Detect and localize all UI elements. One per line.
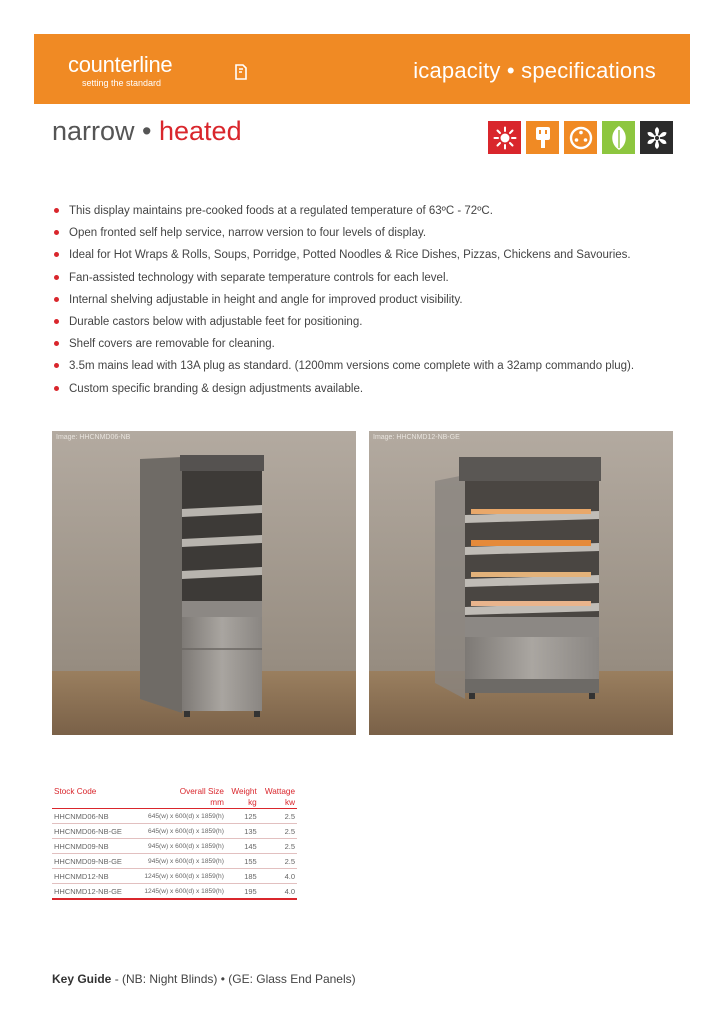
- fan-icon: [640, 121, 673, 154]
- power-plug-icon: [526, 121, 559, 154]
- image-caption: Image: HHCNMD12-NB-GE: [373, 434, 460, 441]
- feature-icons: [488, 121, 673, 154]
- spec-table: [52, 786, 297, 900]
- key-guide-label: Key Guide: [52, 972, 112, 986]
- list-item: 3.5m mains lead with 13A plug as standard. (1200mm versions come complete with a 32amp commando plug).: [54, 355, 694, 377]
- list-item: Fan-assisted technology with separate temperature controls for each level.: [54, 267, 694, 289]
- page-title: [52, 116, 242, 147]
- list-item: Open fronted self help service, narrow version to four levels of display.: [54, 222, 694, 244]
- brand-logo[interactable]: [68, 54, 172, 88]
- column-header: Wattage: [264, 787, 295, 796]
- stock-code: HHCNMD09-NB-GE: [52, 854, 132, 869]
- weight: 185: [226, 869, 259, 884]
- unit-label: kg: [226, 797, 259, 809]
- weight: 135: [226, 824, 259, 839]
- brand-name: counterline: [68, 52, 173, 77]
- overall-size: 945(w) x 600(d) x 1859(h): [132, 839, 225, 854]
- key-guide-text: - (NB: Night Blinds) • (GE: Glass End Panels): [111, 972, 356, 986]
- stock-code: HHCNMD06-NB: [52, 809, 132, 824]
- product-illustration-narrow: [52, 431, 356, 735]
- wattage: 4.0: [259, 869, 297, 884]
- overall-size: 1245(w) x 600(d) x 1859(h): [132, 869, 225, 884]
- table-row: [52, 869, 297, 884]
- product-photo-narrow: [52, 431, 356, 735]
- stock-code: HHCNMD09-NB: [52, 839, 132, 854]
- column-header: Weight: [231, 787, 257, 796]
- unit-label: mm: [132, 797, 225, 809]
- wattage: 2.5: [259, 809, 297, 824]
- stock-code: HHCNMD06-NB-GE: [52, 824, 132, 839]
- socket-icon: [564, 121, 597, 154]
- heat-sun-icon: [488, 121, 521, 154]
- wattage: 2.5: [259, 854, 297, 869]
- product-illustration-wide: [369, 431, 673, 735]
- stock-code: HHCNMD12-NB-GE: [52, 884, 132, 900]
- overall-size: 945(w) x 600(d) x 1859(h): [132, 854, 225, 869]
- table-row: [52, 839, 297, 854]
- product-photo-wide: [369, 431, 673, 735]
- table-row: [52, 854, 297, 869]
- header-banner: [34, 34, 690, 104]
- list-item: Ideal for Hot Wraps & Rolls, Soups, Porridge, Potted Noodles & Rice Dishes, Pizzas, Chickens and Savouries.: [54, 244, 694, 266]
- column-header: Stock Code: [54, 787, 97, 796]
- table-row: [52, 809, 297, 824]
- overall-size: 645(w) x 600(d) x 1859(h): [132, 809, 225, 824]
- table-row: [52, 824, 297, 839]
- brand-mark-icon: [234, 63, 248, 81]
- unit-label: kw: [259, 797, 297, 809]
- weight: 155: [226, 854, 259, 869]
- stock-code: HHCNMD12-NB: [52, 869, 132, 884]
- brand-tagline: setting the standard: [82, 78, 162, 88]
- weight: 195: [226, 884, 259, 900]
- overall-size: 645(w) x 600(d) x 1859(h): [132, 824, 225, 839]
- table-row: [52, 884, 297, 900]
- list-item: Shelf covers are removable for cleaning.: [54, 333, 694, 355]
- wattage: 4.0: [259, 884, 297, 900]
- document-title: icapacity • specifications: [413, 58, 656, 83]
- image-caption: Image: HHCNMD06-NB: [56, 434, 131, 441]
- list-item: Custom specific branding & design adjustments available.: [54, 378, 694, 400]
- table-header-row: [52, 786, 297, 797]
- key-guide: [52, 972, 356, 986]
- wattage: 2.5: [259, 839, 297, 854]
- leaf-icon: [602, 121, 635, 154]
- overall-size: 1245(w) x 600(d) x 1859(h): [132, 884, 225, 900]
- weight: 145: [226, 839, 259, 854]
- weight: 125: [226, 809, 259, 824]
- title-part-heated: heated: [159, 116, 242, 146]
- feature-list: [54, 200, 694, 400]
- title-part-narrow: narrow •: [52, 116, 159, 146]
- list-item: This display maintains pre-cooked foods at a regulated temperature of 63ºC - 72ºC.: [54, 200, 694, 222]
- column-header: Overall Size: [179, 787, 224, 796]
- list-item: Internal shelving adjustable in height and angle for improved product visibility.: [54, 289, 694, 311]
- wattage: 2.5: [259, 824, 297, 839]
- unit-label: [52, 797, 132, 809]
- list-item: Durable castors below with adjustable feet for positioning.: [54, 311, 694, 333]
- table-units-row: [52, 797, 297, 809]
